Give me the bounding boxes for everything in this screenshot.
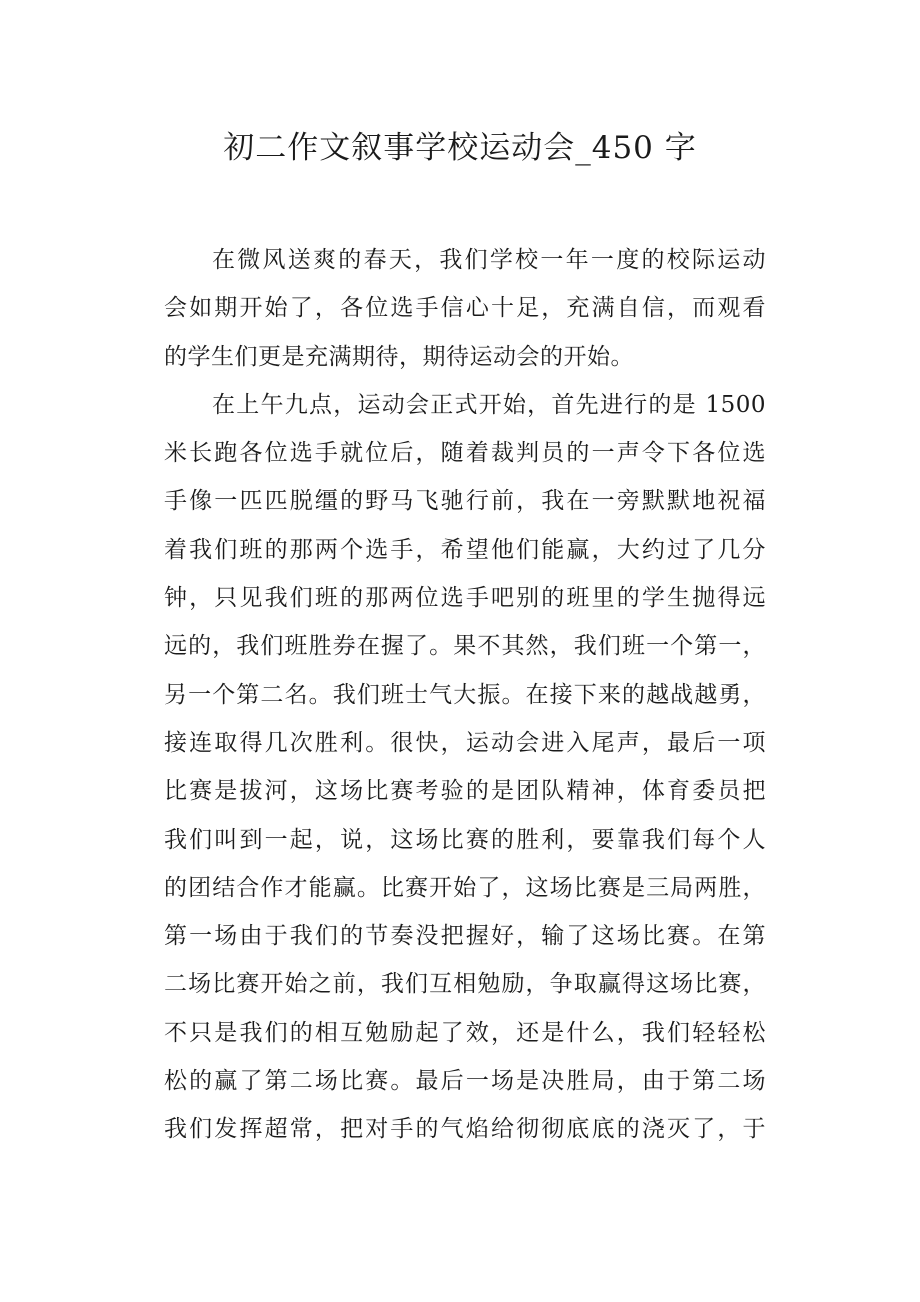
text-line: 第一场由于我们的节奏没把握好，输了这场比赛。在第 xyxy=(164,923,766,950)
text-line: 二场比赛开始之前，我们互相勉励，争取赢得这场比赛， xyxy=(164,971,766,998)
text-line: 的学生们更是充满期待，期待运动会的开始。 xyxy=(164,343,634,370)
text-line: 米长跑各位选手就位后，随着裁判员的一声令下各位选 xyxy=(164,440,766,467)
paragraph-1 xyxy=(164,236,766,381)
page-title: 初二作文叙事学校运动会_450 字 xyxy=(223,130,697,166)
text-line: 不只是我们的相互勉励起了效，还是什么，我们轻轻松 xyxy=(164,1019,766,1046)
text-line: 接连取得几次胜利。很快，运动会进入尾声，最后一项 xyxy=(164,729,766,756)
text-line: 远的，我们班胜券在握了。果不其然，我们班一个第一， xyxy=(164,633,766,660)
text-line: 在上午九点，运动会正式开始，首先进行的是 1500 xyxy=(212,391,766,418)
text-line: 我们发挥超常，把对手的气焰给彻彻底底的浇灭了，于 xyxy=(164,1116,766,1143)
text-line: 着我们班的那两个选手，希望他们能赢，大约过了几分 xyxy=(164,536,766,563)
paragraph-2 xyxy=(164,381,766,1154)
text-line: 钟，只见我们班的那两位选手吧别的班里的学生抛得远 xyxy=(164,585,766,612)
text-line: 松的赢了第二场比赛。最后一场是决胜局，由于第二场 xyxy=(164,1068,766,1095)
text-line: 另一个第二名。我们班士气大振。在接下来的越战越勇， xyxy=(164,681,766,708)
text-line: 会如期开始了，各位选手信心十足，充满自信，而观看 xyxy=(164,295,766,322)
text-line: 手像一匹匹脱缰的野马飞驰行前，我在一旁默默地祝福 xyxy=(164,488,766,515)
text-line: 在微风送爽的春天，我们学校一年一度的校际运动 xyxy=(212,247,766,273)
text-line: 比赛是拔河，这场比赛考验的是团队精神，体育委员把 xyxy=(164,778,766,805)
text-line: 的团结合作才能赢。比赛开始了，这场比赛是三局两胜， xyxy=(164,874,766,901)
document-body xyxy=(164,236,766,1154)
text-line: 我们叫到一起，说，这场比赛的胜利，要靠我们每个人 xyxy=(164,826,766,853)
